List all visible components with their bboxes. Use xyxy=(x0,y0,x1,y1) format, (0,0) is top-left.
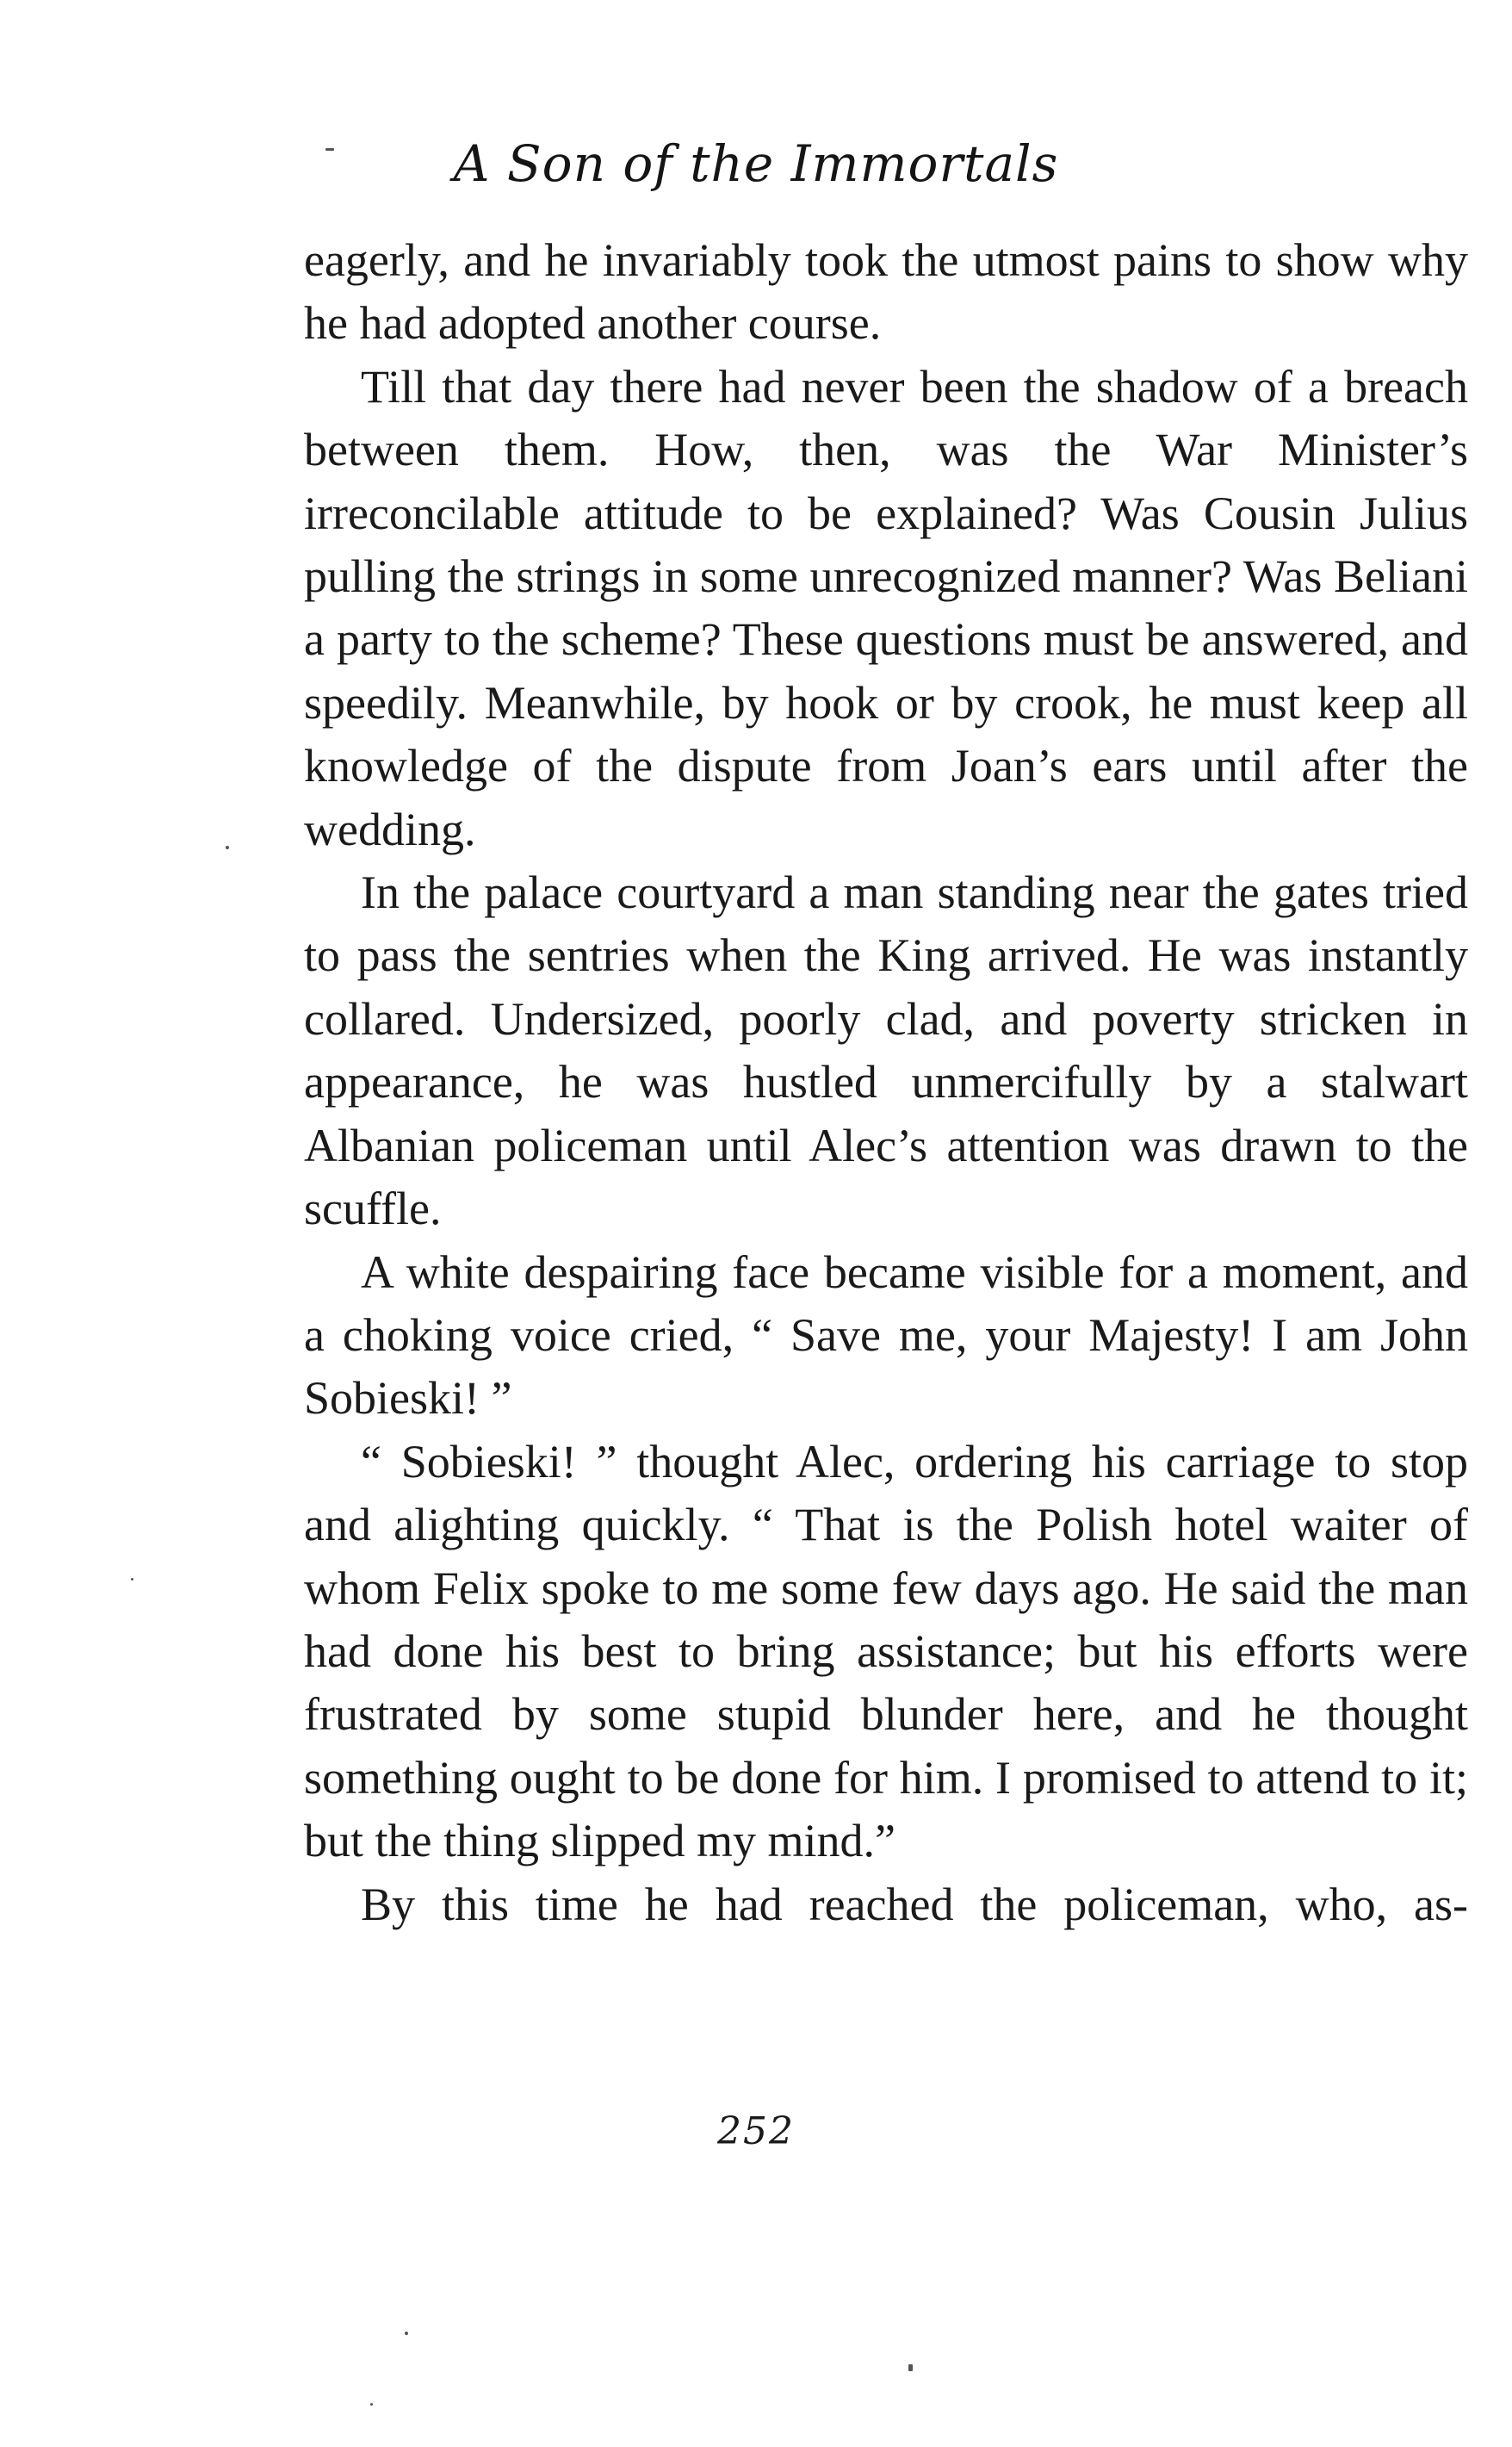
scan-speck xyxy=(908,2364,913,2371)
scan-speck xyxy=(405,2332,408,2335)
scan-speck xyxy=(131,1578,133,1581)
scan-speck xyxy=(226,846,229,849)
paragraph-policeman: By this time he had reached the policeman, who, as- xyxy=(361,1878,1468,1930)
scan-speck xyxy=(325,148,334,151)
paragraph-sobieski: “ Sobieski! ” thought Alec, ordering his carriage to stop and alighting quickly. “ That is the Polish hotel waiter of whom Felix spoke to me some few days ago. He said the man had done his best to bring assistance; but his efforts were frustrated by some stupid blunder here, and he thought something ought to be done for him. I promised to attend to it; but the thing slipped my mind.” xyxy=(304,1435,1468,1867)
page-number: 252 xyxy=(717,2109,795,2153)
paragraph-continuation: eagerly, and he invariably took the utmost pains to show why he had adopted another course. xyxy=(304,234,1468,350)
paragraph-breach: Till that day there had never been the shadow of a breach between them. How, then, was the War Minister’s irreconcilable attitude to be explained? Was Cousin Julius pulling the strings in some unrecognized manner? Was Beliani a party to the scheme? These questions must be answered, and speedily. Meanwhile, by hook or by crook, he must keep all knowledge of the dispute from Joan’s ears until after the wedding. xyxy=(304,360,1468,855)
paragraph-despairing-face: A white despairing face became visible for a moment, and a choking voice cried, “ Save me, your Majesty! I am John Sobieski! ” xyxy=(304,1245,1468,1425)
paragraph-courtyard: In the palace courtyard a man standing near the gates tried to pass the sentries when the King arrived. He was instantly collared. Undersized, poorly clad, and poverty stricken in appearance, he was hustled unmercifully by a stalwart Albanian policeman until Alec’s attention was drawn to the scuffle. xyxy=(304,866,1468,1235)
scan-speck xyxy=(370,2403,373,2406)
page-body-text xyxy=(304,229,1468,1936)
running-title: A Son of the Immortals xyxy=(453,134,1059,193)
